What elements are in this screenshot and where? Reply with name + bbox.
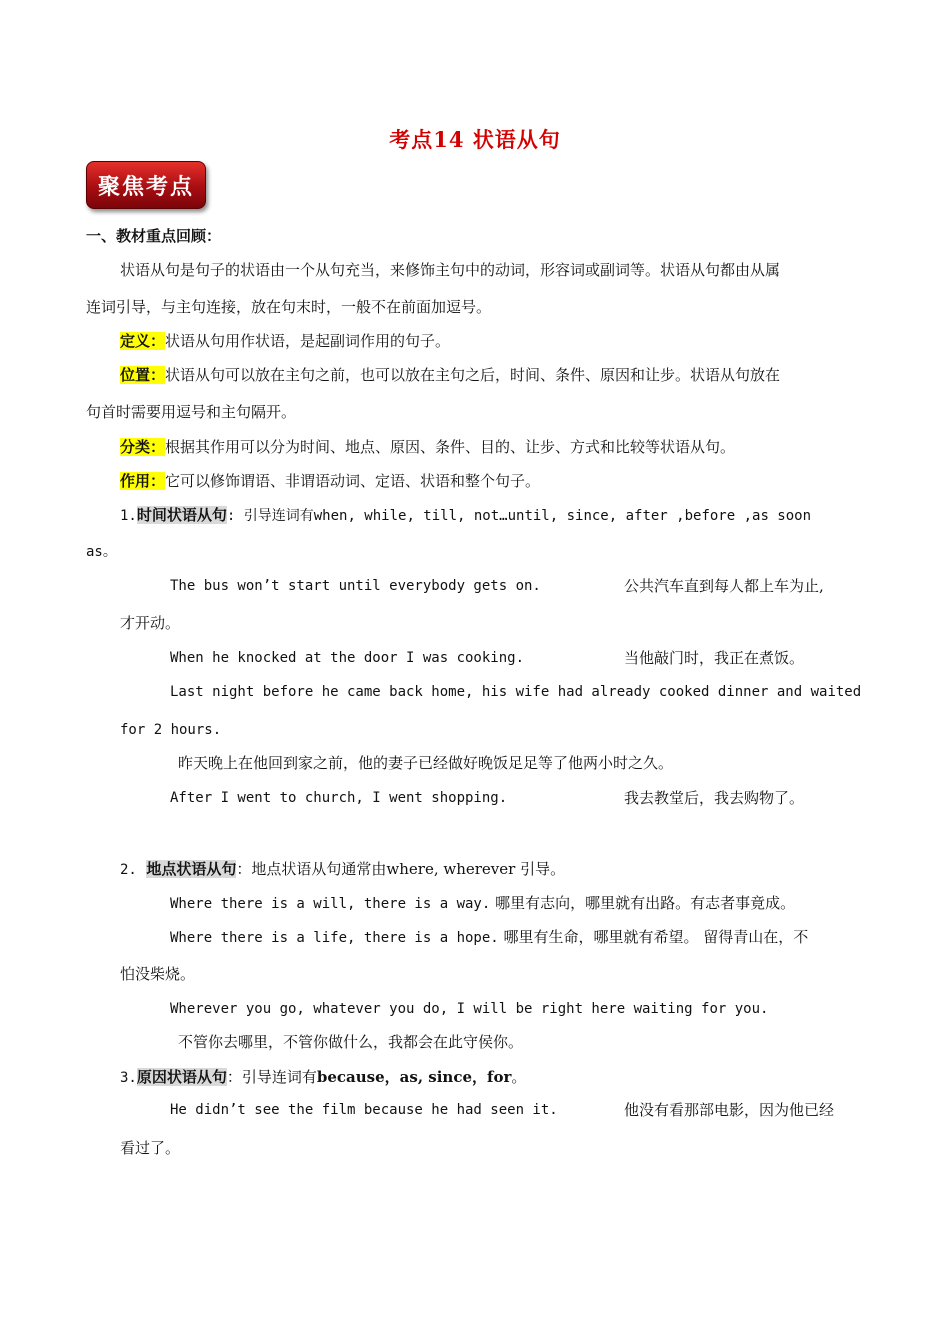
example-zh: 哪里有生命，哪里就有希望。 留得青山在，不 — [503, 928, 809, 946]
position-text: 状语从句可以放在主句之前，也可以放在主句之后，时间、条件、原因和让步。状语从句放在 — [165, 366, 781, 384]
example-en: He didn’t see the film because he had seen it. — [170, 1102, 558, 1118]
item-number: 1. — [120, 508, 137, 524]
time-clause-text: as。 — [86, 544, 117, 560]
example-zh: 哪里有志向，哪里就有出路。有志者事竟成。 — [495, 894, 796, 912]
example-en: The bus won’t start until everybody gets on. — [170, 578, 541, 594]
example-en: When he knocked at the door I was cooking. — [170, 650, 525, 666]
position-paragraph — [120, 365, 780, 385]
reason-clause-text: 。 — [511, 1068, 527, 1086]
reason-clause-heading — [120, 1067, 526, 1088]
example-zh: 不管你去哪里，不管你做什么，我都会在此守侯你。 — [178, 1033, 524, 1051]
section-heading: 一、教材重点回顾： — [86, 227, 222, 245]
example-zh: 昨天晚上在他回到家之前，他的妻子已经做好晚饭足足等了他两小时之久。 — [178, 754, 674, 772]
definition-paragraph — [120, 331, 450, 351]
place-clause-label: 地点状语从句 — [146, 860, 237, 878]
place-clause-text: ：地点状语从句通常由where, wherever 引导。 — [236, 860, 566, 878]
reason-clause-label: 原因状语从句 — [136, 1068, 227, 1086]
example-row — [170, 927, 808, 948]
example-zh: 才开动。 — [120, 614, 181, 632]
reason-conjunctions: because，as, since，for — [316, 1068, 512, 1086]
time-clause-label: 时间状语从句 — [136, 506, 227, 524]
item-number: 2. — [120, 862, 137, 878]
classification-text: 根据其作用可以分为时间、地点、原因、条件、目的、让步、方式和比较等状语从句。 — [165, 438, 736, 456]
example-en: Where there is a life, there is a hope. — [170, 930, 499, 946]
example-en: for 2 hours. — [120, 722, 222, 738]
place-clause-heading — [120, 859, 565, 880]
example-zh: 看过了。 — [120, 1139, 181, 1157]
example-row — [170, 893, 795, 914]
classification-paragraph — [120, 437, 735, 457]
example-zh: 当他敲门时，我正在煮饭。 — [624, 649, 805, 667]
focus-badge: 聚焦考点 — [86, 161, 206, 209]
classification-label: 分类： — [120, 438, 166, 456]
function-paragraph — [120, 471, 540, 491]
intro-text: 状语从句是句子的状语由一个从句充当，来修饰主句中的动词，形容词或副词等。状语从句都由从属 — [120, 261, 781, 279]
example-en: Last night before he came back home, his wife had already cooked dinner and waited — [170, 684, 862, 700]
example-zh: 公共汽车直到每人都上车为止, — [624, 577, 824, 595]
time-clause-text: : 引导连词有when, while, till, not…until, since, after ,before ,as soon — [226, 508, 812, 524]
position-text: 句首时需要用逗号和主句隔开。 — [86, 403, 297, 421]
page-title: 考点14 状语从句 — [389, 127, 561, 152]
function-text: 它可以修饰谓语、非谓语动词、定语、状语和整个句子。 — [165, 472, 541, 490]
example-zh: 怕没柴烧。 — [120, 965, 196, 983]
intro-text: 连词引导，与主句连接，放在句末时，一般不在前面加逗号。 — [86, 298, 492, 316]
definition-label: 定义： — [120, 332, 166, 350]
example-en: After I went to church, I went shopping. — [170, 790, 508, 806]
example-en: Where there is a will, there is a way. — [170, 896, 491, 912]
item-number: 3. — [120, 1070, 137, 1086]
time-clause-heading — [120, 505, 811, 526]
example-zh: 我去教堂后，我去购物了。 — [624, 789, 805, 807]
example-en: Wherever you go, whatever you do, I will be right here waiting for you. — [170, 1001, 769, 1017]
position-label: 位置： — [120, 366, 166, 384]
example-zh: 他没有看那部电影，因为他已经 — [624, 1101, 835, 1119]
function-label: 作用： — [120, 472, 166, 490]
reason-clause-text: ：引导连词有 — [226, 1068, 317, 1086]
definition-text: 状语从句用作状语，是起副词作用的句子。 — [165, 332, 451, 350]
